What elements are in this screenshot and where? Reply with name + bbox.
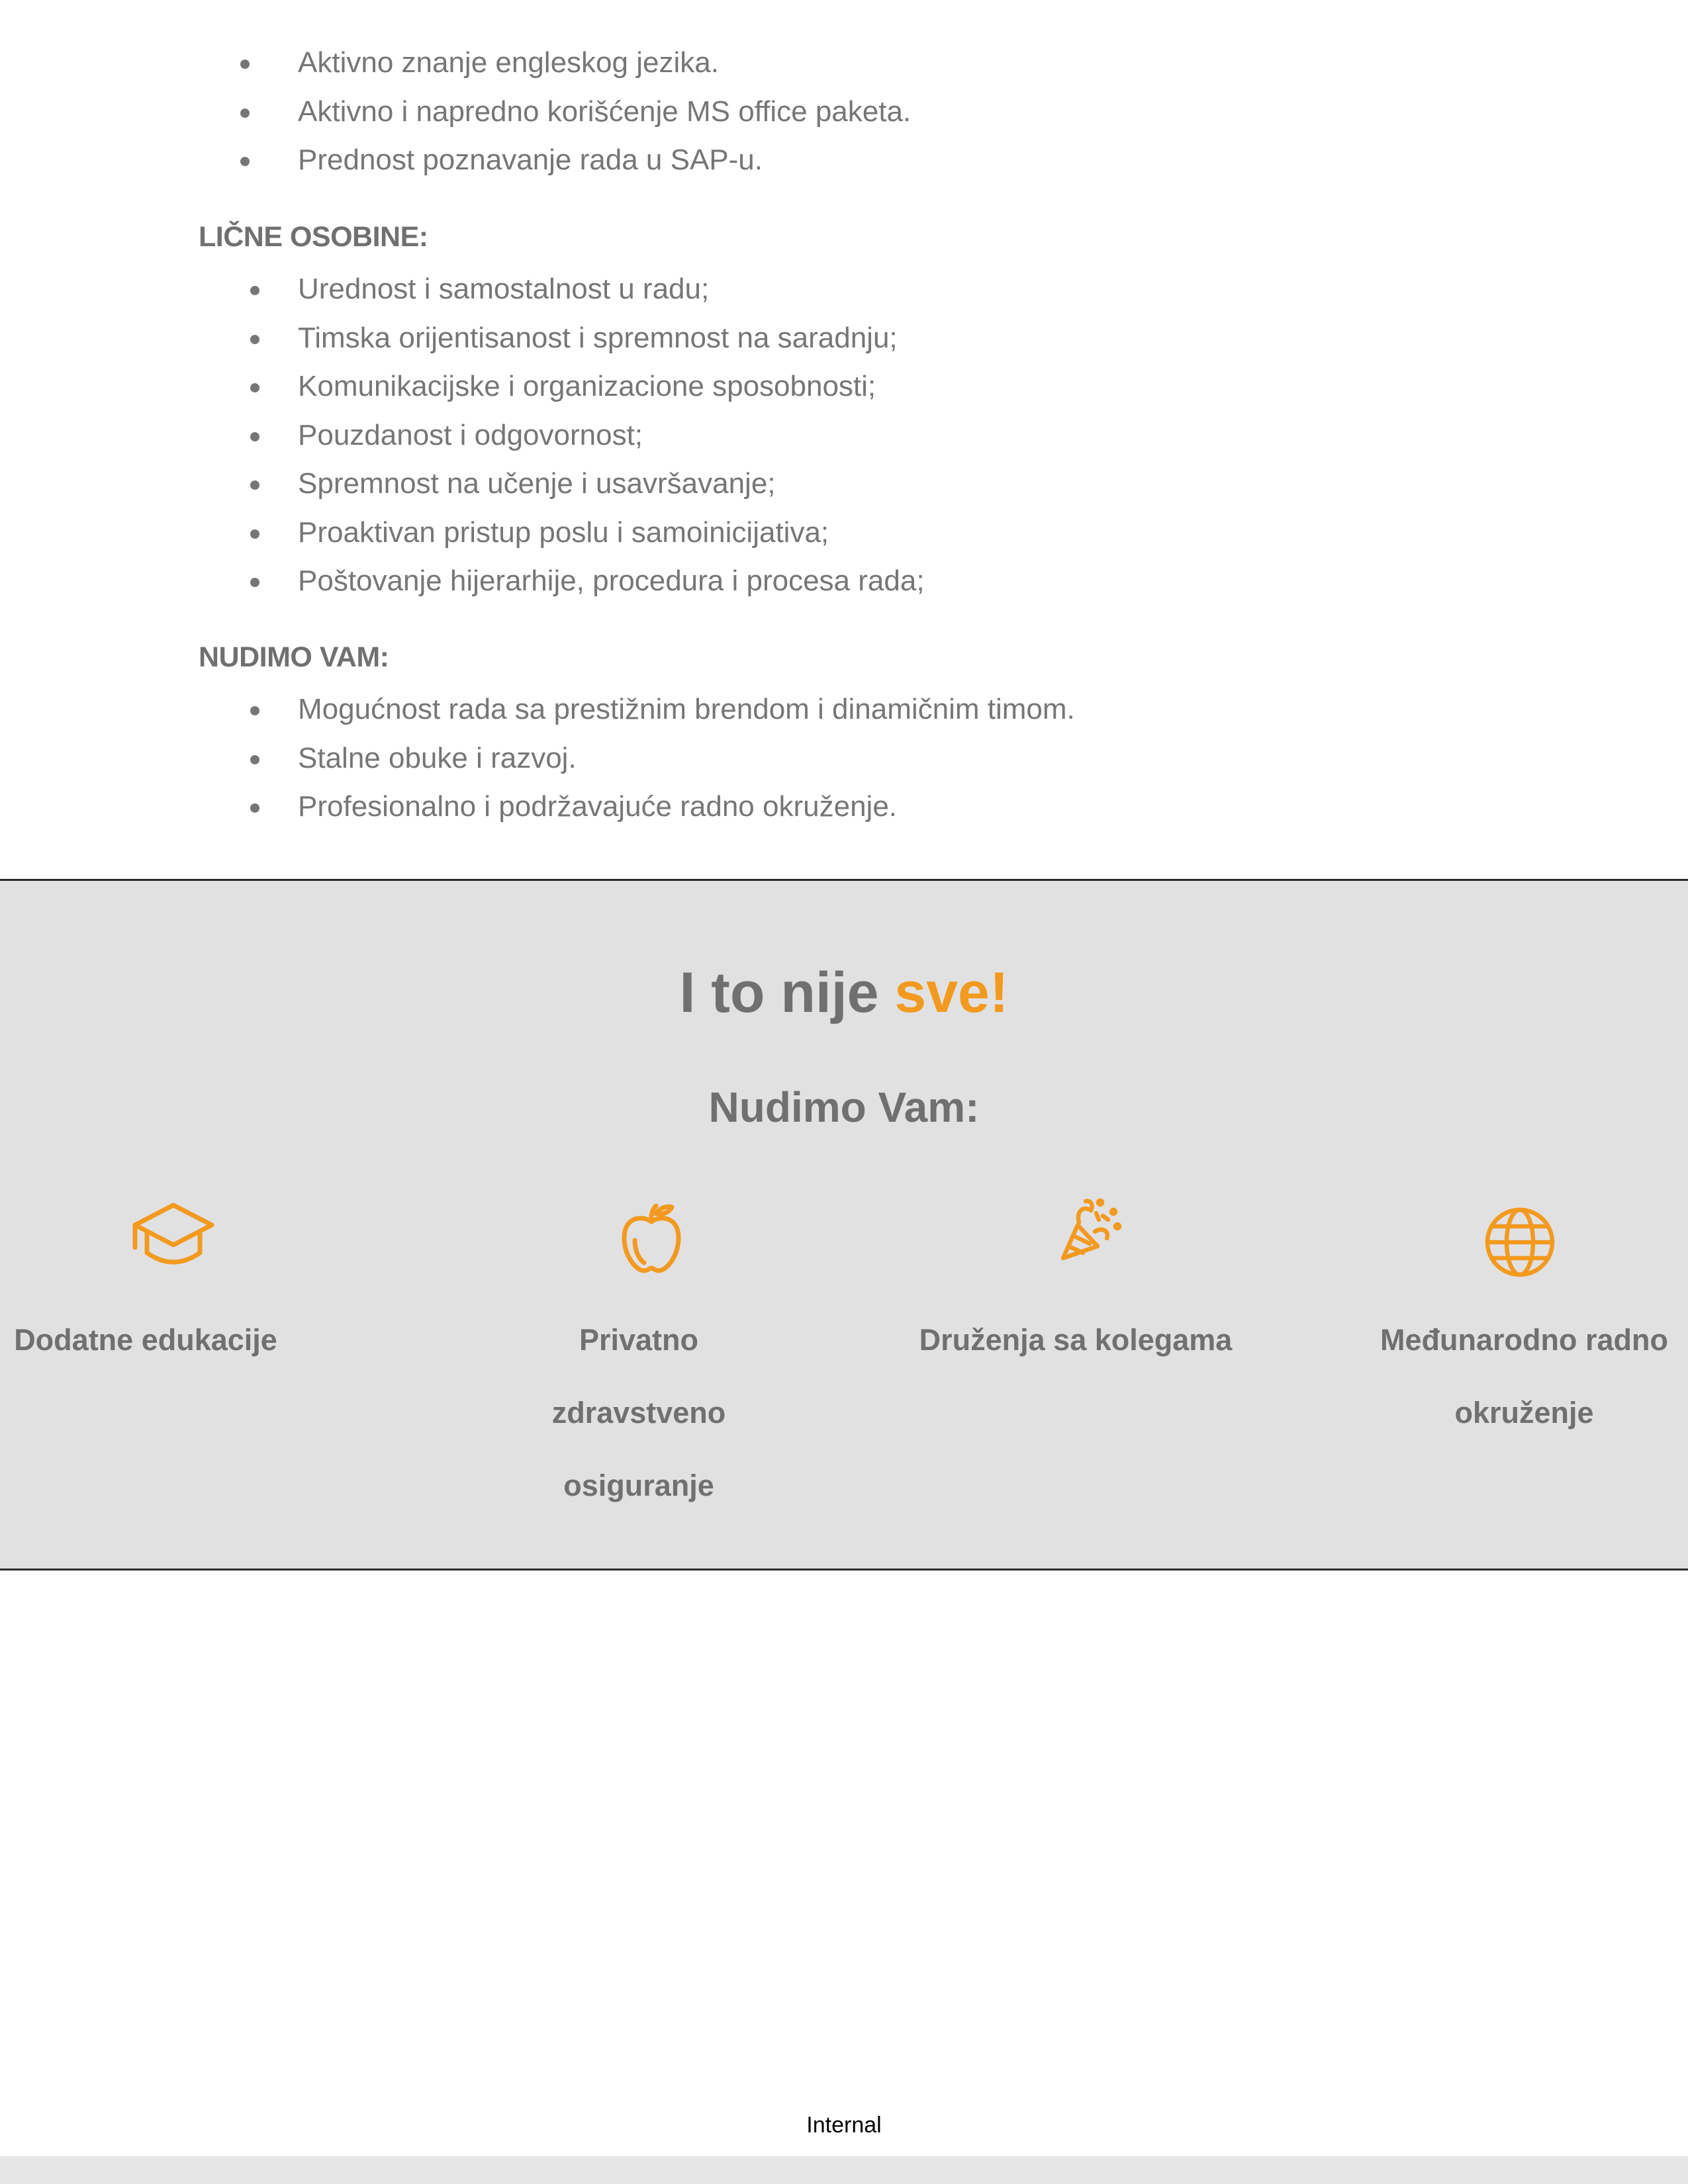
benefit-label-health-insurance (490, 1304, 788, 1522)
benefit-label-line: osiguranje (563, 1469, 714, 1502)
footer-bar (0, 2156, 1688, 2184)
list-item (0, 557, 925, 606)
benefits-title (0, 960, 1688, 1026)
classification-label: Internal (806, 2113, 882, 2138)
bullet (240, 109, 250, 118)
benefits-title-accent: sve! (894, 961, 1009, 1024)
list-item-text: Poštovanje hijerarhije, procedura i procesa rada; (298, 565, 925, 597)
list-item-text: Komunikacijske i organizacione sposobnosti; (298, 370, 876, 402)
benefit-label-line: Dodatne edukacije (14, 1323, 277, 1357)
list-item-text: Aktivno i napredno korišćenje MS office paketa. (298, 95, 912, 128)
list-item-text: Pouzdanost i odgovornost; (298, 418, 643, 451)
benefit-label-line: Privatno zdravstveno (551, 1323, 726, 1430)
list-item-text: Spremnost na učenje i usavršavanje; (298, 467, 776, 500)
list-item (0, 265, 925, 314)
list-item (0, 362, 925, 411)
benefit-label-international (1360, 1304, 1688, 1449)
benefits-subtitle: Nudimo Vam: (708, 1083, 980, 1131)
graduation-cap-icon (131, 1200, 216, 1271)
list-item (0, 734, 1075, 783)
list-item-text: Timska orijentisanost i spremnost na saradnju; (298, 321, 898, 354)
bullet (250, 803, 259, 813)
list-item (0, 411, 925, 460)
list-item-text: Proaktivan pristup poslu i samoinicijativa; (298, 516, 829, 549)
bullet (250, 480, 259, 490)
personal-traits-list (0, 265, 925, 606)
bullet (250, 286, 259, 295)
benefit-label-line: okruženje (1454, 1396, 1594, 1430)
benefit-label-education (0, 1304, 291, 1377)
bullet (250, 432, 259, 441)
list-item (0, 136, 911, 185)
bullet (240, 157, 250, 166)
list-item (0, 782, 1075, 831)
list-item-text: Urednost i samostalnost u radu; (298, 273, 710, 305)
bullet (240, 60, 250, 69)
bullet (250, 578, 259, 587)
personal-traits-heading: LIČNE OSOBINE: (199, 221, 428, 253)
bullet (250, 706, 259, 715)
we-offer-list (0, 685, 1075, 831)
bullet (250, 755, 259, 764)
apple-icon (619, 1201, 684, 1273)
benefit-label-line: Druženja sa kolegama (919, 1323, 1233, 1357)
list-item (0, 685, 1075, 734)
list-item-text: Mogućnost rada sa prestižnim brendom i dinamičnim timom. (298, 693, 1075, 725)
list-item (0, 87, 911, 136)
party-popper-icon (1056, 1196, 1123, 1265)
bullet (250, 529, 259, 539)
list-item-text: Stalne obuke i razvoj. (298, 741, 577, 774)
list-item-text: Prednost poznavanje rada u SAP-u. (298, 144, 763, 176)
we-offer-heading: NUDIMO VAM: (199, 641, 389, 673)
globe-icon (1484, 1206, 1556, 1278)
benefit-label-team-events (910, 1304, 1241, 1377)
list-item-text: Aktivno znanje engleskog jezika. (298, 46, 719, 79)
list-item (0, 314, 925, 363)
benefits-title-main: I to nije (679, 961, 895, 1024)
bullet (250, 383, 259, 392)
bullet (250, 335, 259, 344)
benefit-label-line: Međunarodno radno (1380, 1323, 1668, 1357)
benefits-section (0, 879, 1688, 1570)
list-item (0, 38, 911, 87)
list-item (0, 459, 925, 508)
list-item-text: Profesionalno i podržavajuće radno okruženje. (298, 790, 898, 823)
list-item (0, 508, 925, 557)
requirements-list (0, 38, 911, 185)
